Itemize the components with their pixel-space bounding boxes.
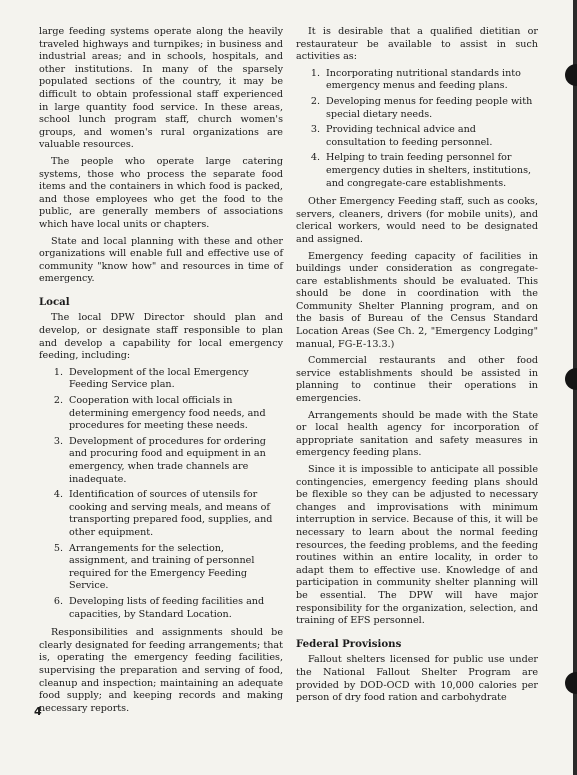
list-number: 5. xyxy=(53,542,63,554)
list-number: 1. xyxy=(53,366,63,378)
page-number: 4 xyxy=(34,705,42,718)
list-number: 2. xyxy=(310,95,320,107)
paragraph: Responsibilities and assignments should be clearly designated for feeding arrangements; that is, operating the emergency feeding facilities, supervising the preparation and serving of food, cleanup and inspection; maintaining an adequate food supply; and keeping records and making necessary reports. xyxy=(39,627,283,714)
list-item xyxy=(39,436,283,486)
paragraph: State and local planning with these and other organizations will enable full and effective use of community "know how" and resources in time of emergency. xyxy=(39,235,283,285)
list-number: 2. xyxy=(53,395,63,407)
list-number: 4. xyxy=(310,152,320,164)
list-text: Incorporating nutritional standards into emergency menus and feeding plans. xyxy=(326,67,521,92)
list-item xyxy=(296,124,538,149)
list-number: 3. xyxy=(310,124,320,136)
list-number: 6. xyxy=(53,595,63,607)
section-heading-federal-provisions: Federal Provisions xyxy=(296,637,402,650)
list-text: Development of the local Emergency Feeding Service plan. xyxy=(69,366,249,391)
list-number: 4. xyxy=(53,489,63,501)
binder-hole xyxy=(565,672,577,694)
paragraph: Emergency feeding capacity of facilities in buildings under consideration as congregate-care establishments should be evaluated. This should be done in coordination with the Community Shelter Planning program, and on the basis of Bureau of the Census Standard Location Areas (See Ch. 2, "Emergency Lodging" manual, FG-E-13.3.) xyxy=(296,250,538,350)
paragraph: large feeding systems operate along the heavily traveled highways and turnpikes; in business and industrial areas; and in schools, hospitals, and other institutions. In many of the sparsely populated sections of the country, it may be difficult to obtain professional staff experienced in large quantity food service. In these areas, school lunch program staff, church women's groups, and women's rural organizations are valuable resources. xyxy=(39,26,283,151)
local-responsibilities-list xyxy=(39,367,283,621)
list-item xyxy=(39,596,283,621)
list-text: Development of procedures for ordering and procuring food and equipment in an emergency, when trade channels are inadequate. xyxy=(69,435,266,485)
binder-hole xyxy=(565,64,577,86)
dietitian-activities-list xyxy=(296,68,538,190)
list-text: Arrangements for the selection, assignment, and training of personnel required for the Emergency Feeding Service. xyxy=(69,542,255,592)
list-item xyxy=(296,96,538,121)
list-text: Providing technical advice and consultation to feeding personnel. xyxy=(326,124,493,148)
right-column xyxy=(296,26,538,709)
list-item xyxy=(39,489,283,539)
list-item xyxy=(39,543,283,593)
list-text: Identification of sources of utensils for cooking and serving meals, and means of transporting prepared food, supplies, and other equipment. xyxy=(69,489,273,538)
binder-hole xyxy=(565,368,577,390)
list-text: Helping to train feeding personnel for emergency duties in shelters, institutions, and congregate-care establishments. xyxy=(326,152,532,189)
list-item xyxy=(296,152,538,190)
list-number: 1. xyxy=(310,67,320,79)
paragraph: The local DPW Director should plan and develop, or designate staff responsible to plan and develop a capability for local emergency feeding, including: xyxy=(39,312,283,362)
paragraph: The people who operate large catering systems, those who process the separate food items and the containers in which food is packed, and those employees who get the food to the public, are generally members of associations which have local units or chapters. xyxy=(39,155,283,230)
paragraph: Fallout shelters licensed for public use under the National Fallout Shelter Program are provided by DOD-OCD with 10,000 calories per person of dry food ration and carbohydrate xyxy=(296,654,538,704)
list-text: Cooperation with local officials in determining emergency food needs, and procedures for meeting these needs. xyxy=(69,395,266,432)
list-text: Developing menus for feeding people with special dietary needs. xyxy=(326,95,533,120)
paragraph: Arrangements should be made with the State or local health agency for incorporation of appropriate sanitation and safety measures in emergency feeding plans. xyxy=(296,409,538,459)
left-column xyxy=(39,26,283,719)
paragraph: Other Emergency Feeding staff, such as cooks, servers, cleaners, drivers (for mobile units), and clerical workers, would need to be designated and assigned. xyxy=(296,196,538,245)
list-number: 3. xyxy=(53,435,63,447)
list-item xyxy=(39,395,283,433)
paragraph: Since it is impossible to anticipate all possible contingencies, emergency feeding plans should be flexible so they can be adjusted to necessary changes and improvisations with minimum interruption in service. Because of this, it will be necessary to learn about the normal feeding resources, the feeding problems, and the feeding routines within an entire locality, in order to adapt them to effective use. Knowledge of and participation in community shelter planning will be essential. The DPW will have major responsibility for the organization, selection, and training of EFS personnel. xyxy=(296,464,538,627)
list-item xyxy=(296,68,538,93)
list-item xyxy=(39,367,283,392)
list-text: Developing lists of feeding facilities and capacities, by Standard Location. xyxy=(69,595,265,620)
section-heading-local: Local xyxy=(39,295,70,308)
paragraph: Commercial restaurants and other food service establishments should be assisted in planning to continue their operations in emergencies. xyxy=(296,355,538,405)
paragraph: It is desirable that a qualified dietitian or restaurateur be available to assist in such activities as: xyxy=(296,26,538,63)
